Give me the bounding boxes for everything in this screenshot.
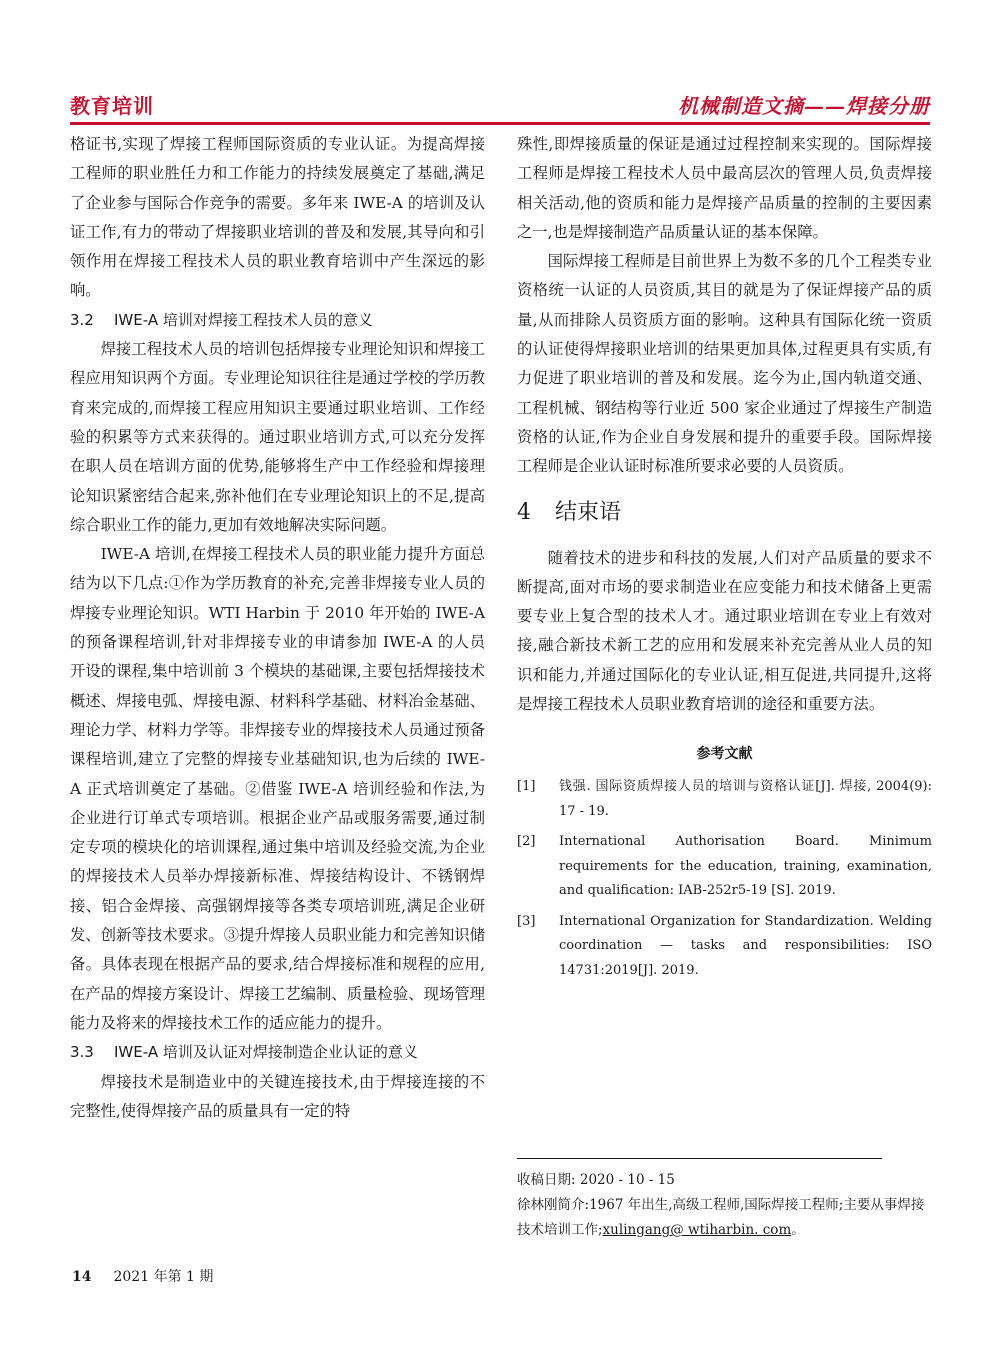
subsection-title: IWE-A 培训及认证对焊接制造企业认证的意义 [114,1043,418,1062]
footnote-end-mark: 。 [791,1222,805,1238]
section-title: 结束语 [555,499,622,525]
author-text: 1967 年出生,高级工程师,国际焊接工程师;主要从事焊接技术培训工作; [517,1197,925,1238]
reference-number: [3] [517,913,536,929]
left-column [70,130,485,1126]
footnote [517,1168,932,1243]
reference-item [517,830,932,904]
received-date-line [517,1168,932,1193]
paragraph: 国际焊接工程师是目前世界上为数不多的几个工程类专业资格统一认证的人员资质,其目的就是为了保证焊接产品的质量,从而排除人员资质方面的影响。这种具有国际化统一资质的认证使得焊接职业培训的结果更加具体,过程更具有实质,有力促进了职业培训的普及和发展。迄今为止,国内轨道交通、工程机械、钢结构等行业近 500 家企业通过了焊接生产制造资格的认证,作为企业自身发展和提升的重要手段。国际焊接工程师是企业认证时标准所要求必要的人员资质。 [517,252,932,476]
reference-item [517,775,932,824]
reference-item [517,910,932,984]
received-label: 收稿日期: [517,1172,576,1188]
header-section-label: 教育培训 [70,94,154,118]
received-date: 2020 - 10 - 15 [579,1172,675,1188]
paragraph: 焊接技术是制造业中的关键连接技术,由于焊接连接的不完整性,使得焊接产品的质量具有一定的特 [70,1072,485,1120]
author-email-link[interactable]: xulingang@ wtiharbin. com [602,1222,792,1238]
right-column [517,130,932,989]
header-journal-title: 机械制造文摘——焊接分册 [678,94,930,118]
references-title: 参考文献 [696,746,753,763]
paragraph: 焊接工程技术人员的培训包括焊接专业理论知识和焊接工程应用知识两个方面。专业理论知识往往是通过学校的学历教育来完成的,而焊接工程应用知识主要通过职业培训、工作经验的积累等方式来获得的。通过职业培训方式,可以充分发挥在职人员在培训方面的优势,能够将生产中工作经验和焊接理论知识紧密结合起来,弥补他们在专业理论知识上的不足,提高综合职业工作的能力,更加有效地解决实际问题。 [70,340,485,534]
footnote-rule [517,1158,882,1159]
subsection-number: 3.3 [70,1043,94,1062]
paragraph: 随着技术的进步和科技的发展,人们对产品质量的要求不断提高,面对市场的要求制造业在应变能力和技术储备上更需要专业上复合型的技术人才。通过职业培训在专业上有效对接,融合新技术新工艺的应用和发展来补充完善从业人员的知识和能力,并通过国际化的专业认证,相互促进,共同提升,这将是焊接工程技术人员职业教育培训的途径和重要方法。 [517,548,932,714]
subsection-heading-3-2 [70,306,485,335]
reference-number: [2] [517,834,536,850]
issue-label: 2021 年第 1 期 [113,1269,214,1285]
section-number: 4 [517,499,531,525]
paragraph: IWE-A 培训,在焊接工程技术人员的职业能力提升方面总结为以下几点:①作为学历教育的补充,完善非焊接专业人员的焊接专业理论知识。WTI Harbin 于 2010 年开始的 IWE-A 的预备课程培训,针对非焊接专业的申请参加 IWE-A 的人员开设的课程,集中培训前 3 个模块的基础课,主要包括焊接技术概述、焊接电弧、焊接电源、材料科学基础、材料冶金基础、理论力学、材料力学等。非焊接专业的焊接技术人员通过预备课程培训,建立了完整的焊接专业基础知识,也为后续的 IWE-A 正式培训奠定了基础。②借鉴 IWE-A 培训经验和作法,为企业进行订单式专项培训。根据企业产品或服务需要,通过制定专项的模块化的培训课程,通过集中培训及经验交流,为企业的焊接技术人员举办焊接新标准、焊接结构设计、不锈钢焊接、铝合金焊接、高强钢焊接等各类专项培训班,满足企业研发、创新等技术要求。③提升焊接人员职业能力和完善知识储备。具体表现在根据产品的要求,结合焊接标准和规程的应用,在产品的焊接方案设计、焊接工艺编制、质量检验、现场管理能力及将来的焊接技术工作的适应能力的提升。 [70,545,485,1032]
header-rule [70,122,930,125]
reference-text: International Organization for Standardization. Welding coordination — tasks and responsibilities: ISO 14731:2019[J]. 2019. [559,913,932,978]
reference-number: [1] [517,779,536,795]
paragraph: 格证书,实现了焊接工程师国际资质的专业认证。为提高焊接工程师的职业胜任力和工作能力的持续发展奠定了基础,满足了企业参与国际合作竞争的需要。多年来 IWE-A 的培训及认证工作,有力的带动了焊接职业培训的普及和发展,其导向和引领作用在焊接工程技术人员的职业教育培训中产生深远的影响。 [70,135,485,300]
reference-text: International Authorisation Board. Minimum requirements for the education, training, examination, and qualification: IAB-252r5-19 [S]. 2019. [559,834,932,899]
paragraph: 殊性,即焊接质量的保证是通过过程控制来实现的。国际焊接工程师是焊接工程技术人员中最高层次的管理人员,负责焊接相关活动,他的资质和能力是焊接产品质量的控制的主要因素之一,也是焊接制造产品质量认证的基本保障。 [517,135,932,241]
page-number: 14 [72,1269,92,1285]
subsection-number: 3.2 [70,310,94,329]
subsection-title: IWE-A 培训对焊接工程技术人员的意义 [114,310,373,329]
section-heading-4 [517,496,932,530]
page-footer [72,1266,213,1286]
reference-text: 钱强. 国际资质焊接人员的培训与资格认证[J]. 焊接, 2004(9): 17 - 19. [559,779,932,819]
author-label: 徐林刚简介: [517,1197,590,1213]
running-header [70,86,930,120]
subsection-heading-3-3 [70,1038,485,1067]
author-bio [517,1193,932,1243]
